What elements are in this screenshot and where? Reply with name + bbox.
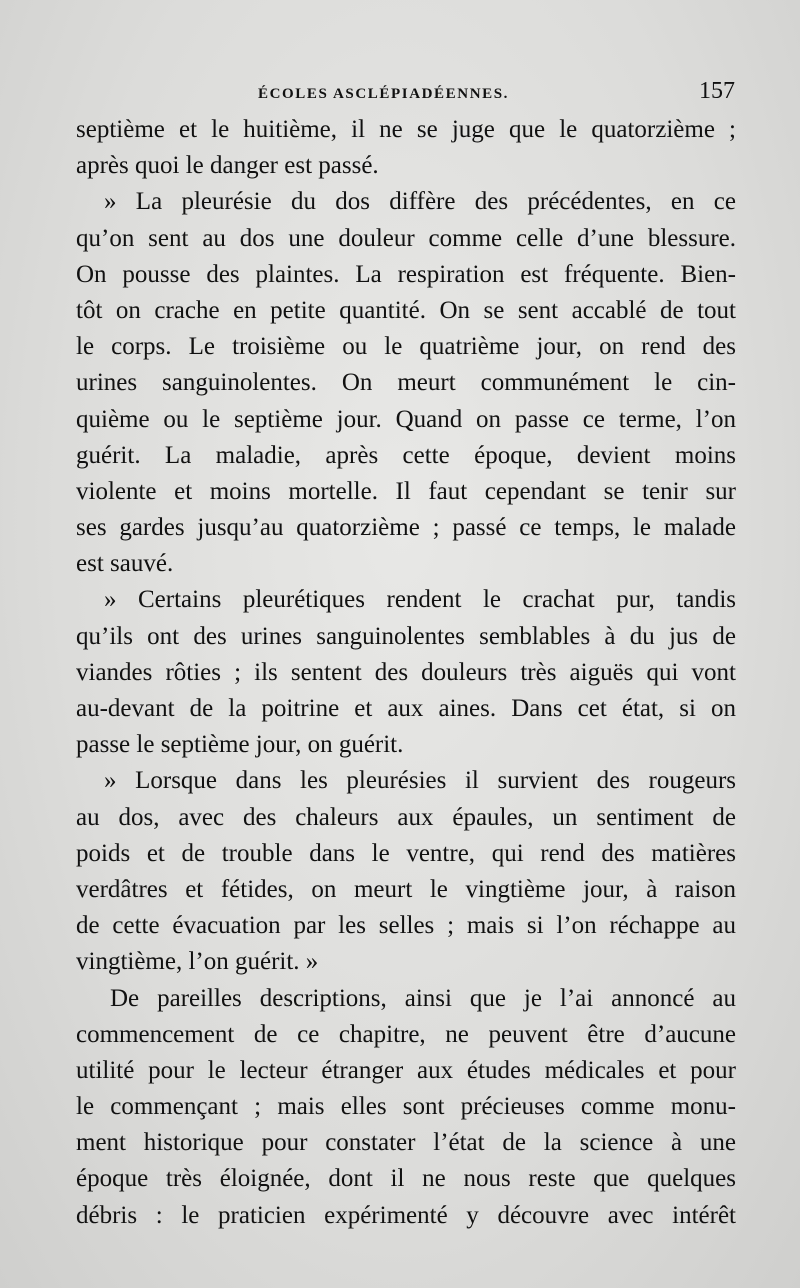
text-line: au-devant de la poitrine et aux aines. Dans cet état, si on [76,695,736,722]
text-line: époque très éloignée, dont il ne nous reste que quelques [76,1165,736,1193]
text-line: utilité pour le lecteur étranger aux études médicales et pour [76,1056,736,1084]
text-line: le commençant ; mais elles sont précieuses comme monu- [76,1093,736,1121]
running-title: ÉCOLES ASCLÉPIADÉENNES. [258,86,510,102]
text-line: urines sanguinolentes. On meurt communément le cin- [76,369,736,397]
text-line: verdâtres et fétides, on meurt le vingtième jour, à raison [76,875,736,903]
paragraph-start-line: » Lorsque dans les pleurésies il survient des rougeurs [104,767,736,795]
body-text [76,112,736,1234]
text-line: au dos, avec des chaleurs aux épaules, un sentiment de [76,803,736,831]
paragraph-start-line: De pareilles descriptions, ainsi que je l’ai annoncé au [110,984,736,1012]
text-line: est sauvé. [76,550,174,578]
text-line: le corps. Le troisième ou le quatrième jour, on rend des [76,333,736,361]
text-line: après quoi le danger est passé. [76,152,379,180]
text-line: de cette évacuation par les selles ; mais si l’on réchappe au [76,912,736,940]
text-line: viandes rôties ; ils sentent des douleurs très aiguës qui vont [76,658,736,686]
text-line: septième et le huitième, il ne se juge que le quatorzième ; [76,116,736,143]
text-line: On pousse des plaintes. La respiration est fréquente. Bien- [76,260,736,288]
text-line: quième ou le septième jour. Quand on passe ce terme, l’on [76,405,736,433]
paragraph-start-line: » La pleurésie du dos diffère des précédentes, en ce [104,188,736,216]
text-line: guérit. La maladie, après cette époque, devient moins [76,441,736,469]
text-line: qu’ils ont des urines sanguinolentes semblables à du jus de [76,622,736,650]
text-line: ses gardes jusqu’au quatorzième ; passé ce temps, le malade [76,514,736,542]
text-line: qu’on sent au dos une douleur comme celle d’une blessure. [76,224,736,252]
text-line: tôt on crache en petite quantité. On se sent accablé de tout [76,296,736,324]
text-line: commencement de ce chapitre, ne peuvent être d’aucune [76,1020,736,1048]
text-line: passe le septième jour, on guérit. [76,731,404,759]
text-line: ment historique pour constater l’état de la science à une [76,1129,736,1157]
text-line: violente et moins mortelle. Il faut cependant se tenir sur [76,477,736,505]
text-line: poids et de trouble dans le ventre, qui rend des matières [76,839,736,867]
page-header [70,78,735,112]
text-line: vingtième, l’on guérit. » [76,948,319,976]
page-number: 157 [699,78,735,104]
paragraph-start-line: » Certains pleurétiques rendent le crachat pur, tandis [104,586,736,614]
text-line: débris : le praticien expérimenté y découvre avec intérêt [76,1201,736,1229]
